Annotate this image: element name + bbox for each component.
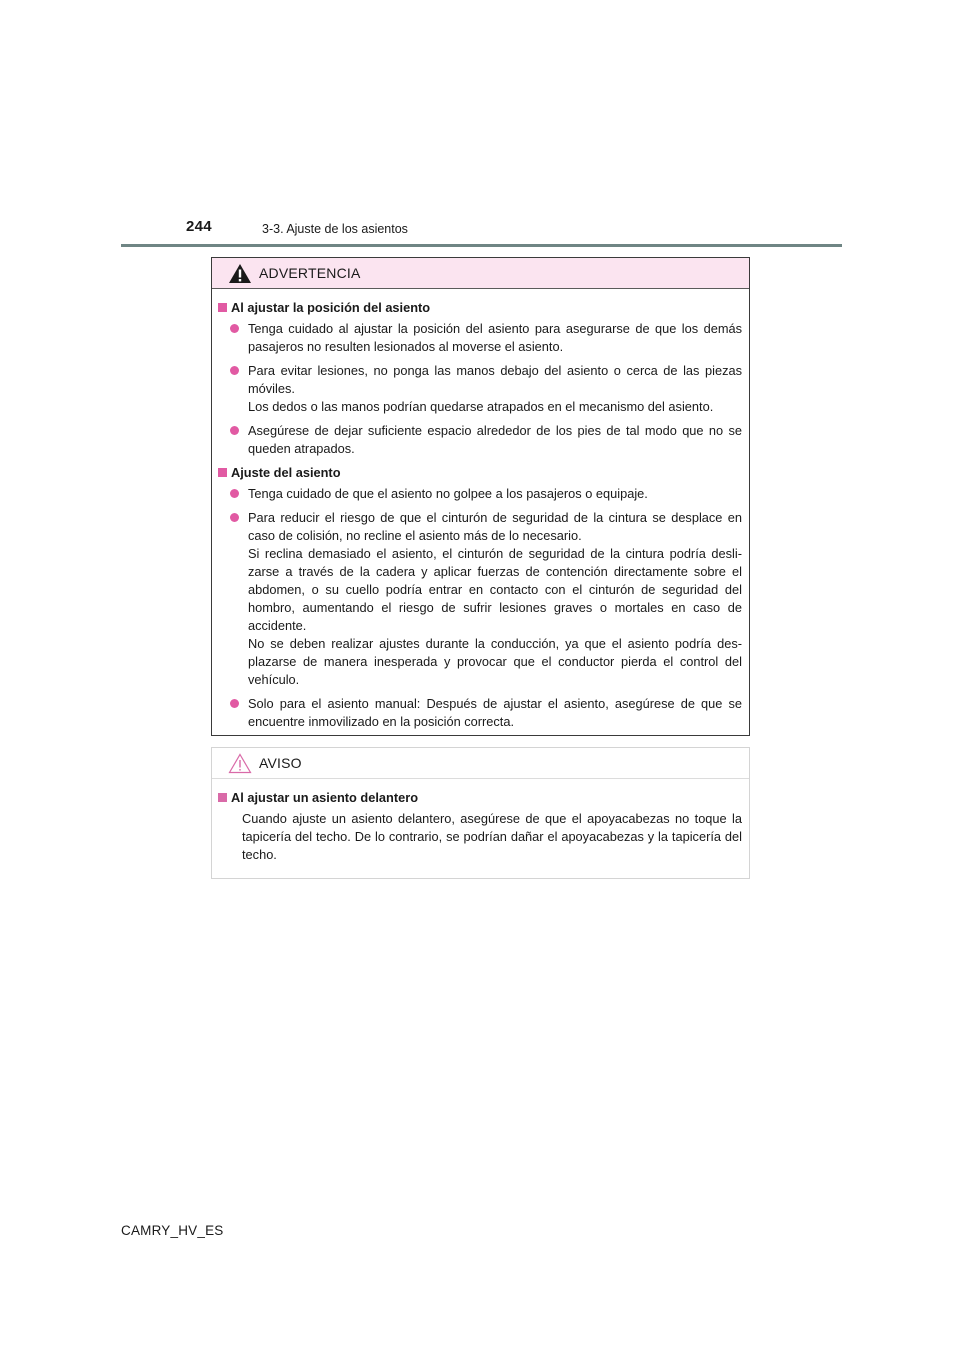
circle-bullet-icon xyxy=(230,324,239,333)
square-bullet-icon xyxy=(218,468,227,477)
notice-text: Cuando ajuste un asiento delantero, asegúrese de que el apoyacabezas no toque la tapicería del techo. De lo contrario, se podrían dañar el apoyacabezas y la tapicería del techo. xyxy=(242,811,742,862)
list-item-text: No se deben realizar ajustes durante la conducción, ya que el asiento podría des-plazarse de manera inesperada y provocar que el conductor pierda el control del vehículo. xyxy=(248,636,742,687)
notice-body xyxy=(212,779,749,864)
notice-box xyxy=(211,747,750,879)
list-item xyxy=(230,362,742,416)
list-item xyxy=(230,422,742,458)
header-rule xyxy=(121,244,842,247)
list-item xyxy=(230,695,742,731)
warning-body xyxy=(212,289,749,731)
warning-section-title xyxy=(218,299,742,317)
footer-code: CAMRY_HV_ES xyxy=(121,1223,224,1238)
list-item-text: Tenga cuidado al ajustar la posición del asiento para asegurarse de que los demás pasajeros no resulten lesionados al moverse el asiento. xyxy=(248,321,742,354)
list-item-text: Si reclina demasiado el asiento, el cinturón de seguridad de la cintura podría desli-zarse a través de la cadera y aplicar fuerzas de contención directamente sobre el abdomen, o su cuello podría entrar en contacto con el cinturón de seguridad del hombro, aumentando el riesgo de sufrir lesiones graves o mortales en caso de accidente. xyxy=(248,546,742,633)
list-item-text: Solo para el asiento manual: Después de ajustar el asiento, asegúrese de que se encuentre inmovilizado en la posición correcta. xyxy=(248,696,742,729)
warning-triangle-icon xyxy=(228,263,252,284)
list-item-text: Asegúrese de dejar suficiente espacio alrededor de los pies de tal modo que no se queden atrapados. xyxy=(248,423,742,456)
warning-label: ADVERTENCIA xyxy=(259,265,361,281)
circle-bullet-icon xyxy=(230,426,239,435)
warning-section-title xyxy=(218,464,742,482)
warning-header xyxy=(212,258,749,289)
circle-bullet-icon xyxy=(230,366,239,375)
list-item-text: Los dedos o las manos podrían quedarse atrapados en el mecanismo del asiento. xyxy=(248,399,714,414)
notice-section-title xyxy=(218,789,742,807)
section-title: 3-3. Ajuste de los asientos xyxy=(262,222,408,236)
warning-section-title-text: Al ajustar la posición del asiento xyxy=(231,300,431,315)
list-item xyxy=(230,320,742,356)
list-item-text: Para reducir el riesgo de que el cinturón de seguridad de la cintura se desplace en caso de colisión, no recline el asiento más de lo necesario. xyxy=(248,510,742,543)
circle-bullet-icon xyxy=(230,699,239,708)
notice-section-title-text: Al ajustar un asiento delantero xyxy=(231,790,419,805)
notice-label: AVISO xyxy=(259,755,302,771)
list-item-text: Tenga cuidado de que el asiento no golpee a los pasajeros o equipaje. xyxy=(248,486,648,501)
notice-header xyxy=(212,748,749,779)
square-bullet-icon xyxy=(218,303,227,312)
warning-box xyxy=(211,257,750,736)
list-item-text: Para evitar lesiones, no ponga las manos debajo del asiento o cerca de las piezas móviles. xyxy=(248,363,742,396)
caution-triangle-outline-icon xyxy=(228,753,252,774)
list-item xyxy=(230,485,742,503)
page-number: 244 xyxy=(186,218,212,235)
warning-section-title-text: Ajuste del asiento xyxy=(231,465,341,480)
circle-bullet-icon xyxy=(230,489,239,498)
list-item xyxy=(230,509,742,689)
square-bullet-icon xyxy=(218,793,227,802)
circle-bullet-icon xyxy=(230,513,239,522)
